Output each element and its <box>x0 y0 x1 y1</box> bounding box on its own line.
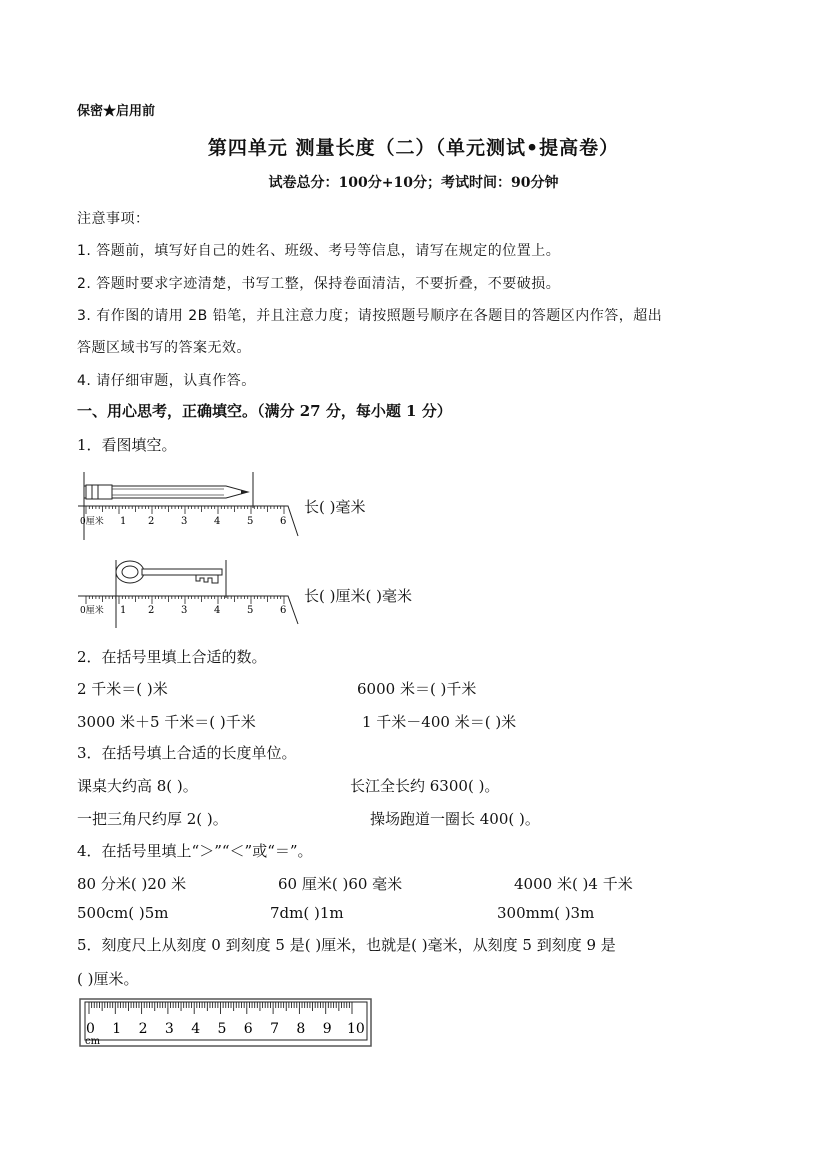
question-3d[interactable]: 操场跑道一圈长 400( )。 <box>370 810 540 828</box>
page-title: 第四单元 测量长度（二）（单元测试•提高卷） <box>207 137 620 159</box>
question-1-stem: 1．看图填空。 <box>77 436 177 454</box>
ruler-tick-label: 4 <box>214 516 221 527</box>
ruler-tick-label: 5 <box>217 1021 227 1037</box>
question-4a[interactable]: 80 分米( )20 米 <box>77 875 187 893</box>
question-2d[interactable]: 1 千米－400 米＝( )米 <box>362 713 517 731</box>
section-title: 一、用心思考，正确填空。（满分 27 分，每小题 1 分） <box>77 402 452 420</box>
ruler-tick-label: 6 <box>280 605 287 616</box>
ruler <box>78 596 298 624</box>
ruler-tick-label: 7 <box>270 1021 280 1037</box>
ruler-tick-label: 0 <box>86 1021 95 1037</box>
key-length-blank[interactable]: 长( )厘米( )毫米 <box>304 587 412 605</box>
question-4d[interactable]: 500cm( )5m <box>77 904 169 922</box>
ruler-tick-label: 4 <box>191 1021 201 1037</box>
pencil-ruler-figure <box>76 470 300 542</box>
ruler-tick-label: 5 <box>247 605 254 616</box>
question-2a[interactable]: 2 千米＝( )米 <box>77 680 168 698</box>
ruler-tick-label: 6 <box>243 1021 253 1037</box>
pencil-length-blank[interactable]: 长( )毫米 <box>304 498 366 516</box>
exam-info: 试卷总分：100分+10分；考试时间：90分钟 <box>268 175 559 191</box>
question-2c[interactable]: 3000 米＋5 千米＝( )千米 <box>77 713 256 731</box>
question-4c[interactable]: 4000 米( )4 千米 <box>514 875 633 893</box>
note-item: 3. 有作图的请用 2B 铅笔，并且注意力度；请按照题号顺序在各题目的答题区内作答，超出 <box>77 308 663 324</box>
ruler-unit-label: 0厘米 <box>80 606 104 616</box>
ruler-tick-label: 3 <box>181 516 188 527</box>
note-item: 答题区域书写的答案无效。 <box>77 340 251 356</box>
key-ruler-figure <box>76 558 300 630</box>
question-2b[interactable]: 6000 米＝( )千米 <box>357 680 477 698</box>
question-4-stem: 4．在括号里填上“＞”“＜”或“＝”。 <box>77 842 313 860</box>
question-5-line-1[interactable]: 5．刻度尺上从刻度 0 到刻度 5 是( )厘米，也就是( )毫米，从刻度 5 到刻度 9 是 <box>77 936 616 954</box>
ruler-tick-label: 2 <box>148 516 155 527</box>
question-3b[interactable]: 长江全长约 6300( )。 <box>350 777 500 795</box>
ruler-tick-label: 4 <box>214 605 221 616</box>
question-4b[interactable]: 60 厘米( )60 毫米 <box>278 875 403 893</box>
question-4f[interactable]: 300mm( )3m <box>497 904 595 922</box>
cm-ruler-figure <box>79 998 373 1048</box>
ruler-tick-label: 1 <box>112 1021 122 1037</box>
question-4e[interactable]: 7dm( )1m <box>270 904 344 922</box>
ruler-tick-label: 10 <box>347 1021 365 1037</box>
question-3-stem: 3．在括号填上合适的长度单位。 <box>77 744 297 762</box>
ruler-tick-label: 2 <box>138 1021 148 1037</box>
ruler-tick-label: 6 <box>280 516 287 527</box>
note-item: 2. 答题时要求字迹清楚，书写工整，保持卷面清洁，不要折叠，不要破损。 <box>77 276 561 292</box>
note-item: 4. 请仔细审题，认真作答。 <box>77 373 256 389</box>
key-icon <box>116 560 226 628</box>
ruler-tick-label: 8 <box>296 1021 306 1037</box>
ruler-tick-label: 1 <box>120 605 127 616</box>
question-2-stem: 2．在括号里填上合适的数。 <box>77 648 267 666</box>
ruler-tick-label: 1 <box>120 516 127 527</box>
notes-heading: 注意事项： <box>77 211 150 227</box>
question-5-line-2[interactable]: ( )厘米。 <box>77 970 139 988</box>
ruler <box>78 506 298 536</box>
question-3a[interactable]: 课桌大约高 8( )。 <box>77 777 198 795</box>
ruler-tick-label: 9 <box>322 1021 332 1037</box>
ruler-tick-label: 3 <box>164 1021 174 1037</box>
ruler-unit-label: cm <box>85 1036 101 1047</box>
ruler-tick-label: 2 <box>148 605 155 616</box>
ruler-tick-label: 3 <box>181 605 188 616</box>
note-item: 1. 答题前，填写好自己的姓名、班级、考号等信息，请写在规定的位置上。 <box>77 243 561 259</box>
question-3c[interactable]: 一把三角尺约厚 2( )。 <box>77 810 228 828</box>
ruler-unit-label: 0厘米 <box>80 517 104 527</box>
ruler-tick-label: 5 <box>247 516 254 527</box>
confidential-label: 保密★启用前 <box>77 104 156 119</box>
